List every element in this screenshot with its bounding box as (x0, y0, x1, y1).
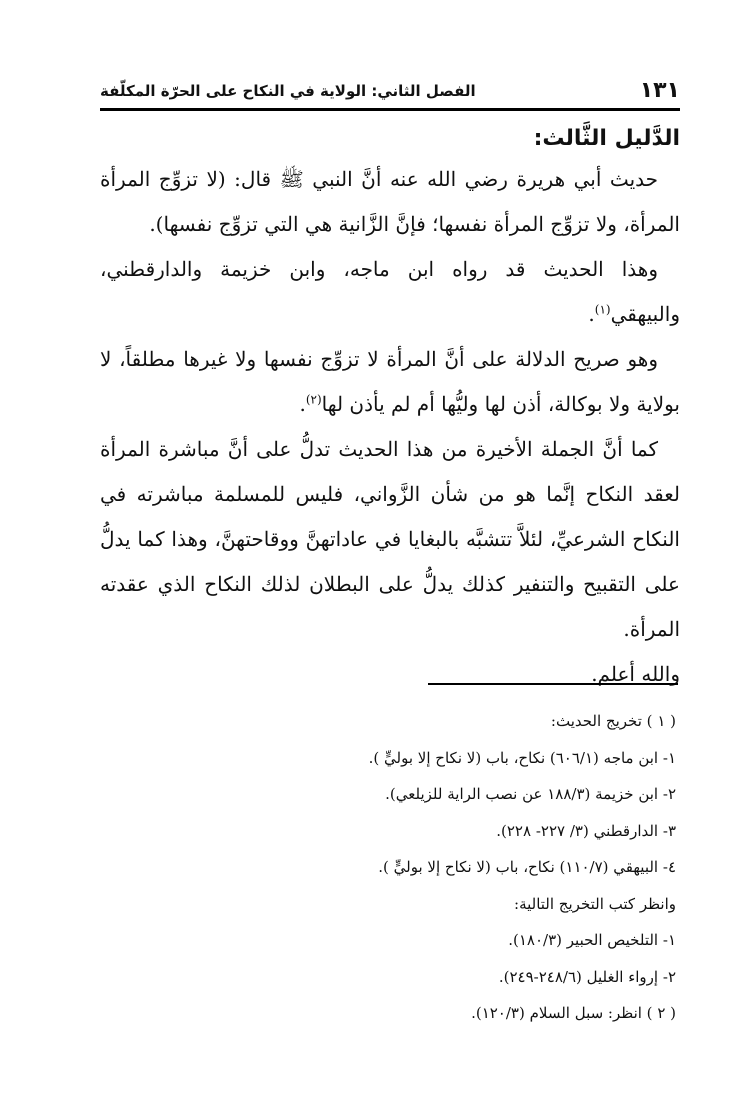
conclusion-paragraph: كما أنَّ الجملة الأخيرة من هذا الحديث تدلُّ على أنَّ مباشرة المرأة لعقد النكاح إنَّما هو من شأن الزَّواني، فليس للمسلمة مباشرته في النكاح الشرعيِّ، لئلاَّ تتشبَّه بالبغايا في عاداتهنَّ ووقاحتهنَّ، وهذا كما يدلُّ على التقبيح والتنفير كذلك يدلُّ على البطلان لذلك النكاح الذي عقدته المرأة. (100, 437, 680, 641)
header-rule (100, 108, 680, 111)
footnotes (100, 703, 676, 1032)
running-title: الفصل الثاني: الولاية في النكاح على الحرّة المكلّفة (100, 82, 476, 100)
page-header (100, 72, 680, 112)
page-number: ١٣١ (639, 78, 680, 103)
footnote-line: وانظر كتب التخريج التالية: (514, 894, 676, 913)
section-heading: الدَّليل الثَّالث: (533, 126, 680, 151)
footnote-line: ٣- الدارقطني (٣/ ٢٢٧- ٢٢٨). (496, 821, 676, 840)
footnote-line: ١- التلخيص الحبير (١٨٠/٣). (508, 931, 676, 949)
footnote-line: ٤- البيهقي (١١٠/٧) نكاح، باب (لا نكاح إلا بوليٍّ ). (378, 858, 676, 876)
narration-text: وهذا الحديث قد رواه ابن ماجه، وابن خزيمة والدارقطني، والبيهقي (100, 257, 680, 326)
footnote-divider (428, 683, 678, 685)
footnote-line: ٢- إرواء الغليل (٢٤٨/٦-٢٤٩). (498, 967, 676, 986)
period: . (299, 392, 306, 416)
footnote-ref-1: (١) (594, 302, 611, 317)
evidence-paragraph (100, 337, 680, 427)
hadith-paragraph: حديث أبي هريرة رضي الله عنه أنَّ النبي ﷺ قال: (لا تزوِّج المرأة المرأة، ولا تزوِّج المرأة نفسها؛ فإنَّ الزَّانية هي التي تزوِّج نفسها). (100, 167, 680, 236)
evidence-text: وهو صريح الدلالة على أنَّ المرأة لا تزوِّج نفسها ولا غيرها مطلقاً، لا بولاية ولا بوكالة، أذن لها وليُّها أم لم يأذن لها (100, 347, 680, 416)
footnote-line: ٢- ابن خزيمة (١٨٨/٣ عن نصب الراية للزيلعي). (385, 785, 676, 803)
main-text (100, 126, 680, 697)
footnote-line: ( ٢ ) انظر: سبل السلام (١٢٠/٣). (471, 1004, 676, 1022)
closing-line: والله أعلم. (591, 662, 680, 686)
period: . (588, 302, 595, 326)
footnote-ref-2: (٢) (305, 392, 322, 407)
footnote-line: ( ١ ) تخريج الحديث: (550, 712, 676, 730)
narration-paragraph (100, 247, 680, 337)
footnote-line: ١- ابن ماجه (٦٠٦/١) نكاح، باب (لا نكاح إلا بوليٍّ ). (368, 748, 676, 767)
